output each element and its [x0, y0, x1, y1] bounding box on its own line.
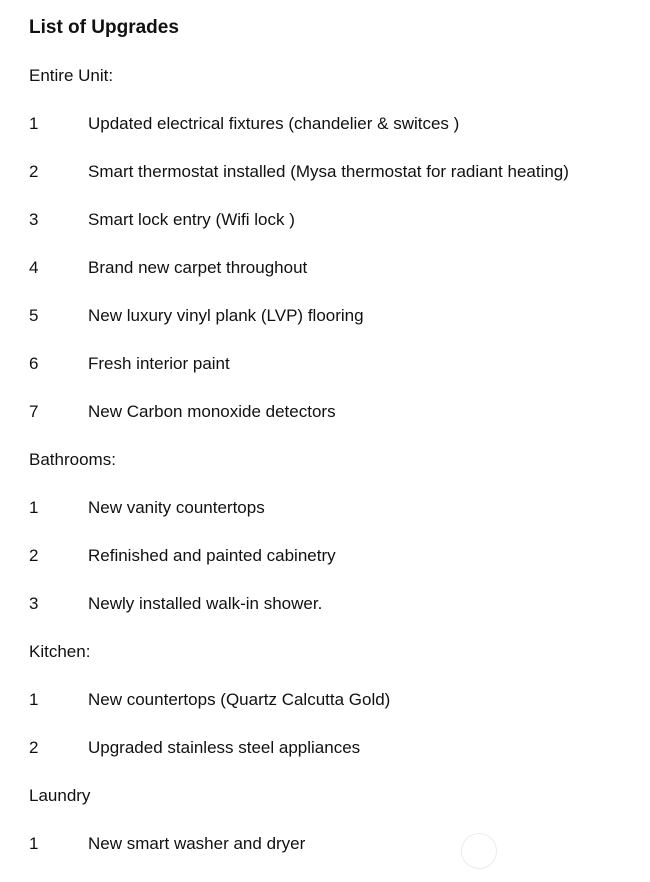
- circle-outline-icon: [461, 833, 497, 869]
- list-item: [29, 542, 640, 570]
- item-text: Newly installed walk-in shower.: [88, 594, 323, 613]
- item-number: 1: [29, 498, 39, 517]
- item-number: 3: [29, 594, 39, 613]
- item-number: 2: [29, 162, 39, 181]
- item-text: Brand new carpet throughout: [88, 258, 308, 277]
- list-item: [29, 206, 640, 234]
- section-heading-entire-unit: Entire Unit:: [29, 66, 114, 85]
- item-text: Upgraded stainless steel appliances: [88, 738, 361, 757]
- item-number: 1: [29, 834, 39, 853]
- page-title: List of Upgrades: [29, 17, 179, 38]
- list-item: [29, 110, 640, 138]
- item-number: 6: [29, 354, 39, 373]
- item-text: Updated electrical fixtures (chandelier & switces ): [88, 114, 460, 133]
- list-item: [29, 398, 640, 426]
- item-text: New Carbon monoxide detectors: [88, 402, 336, 421]
- item-number: 2: [29, 738, 39, 757]
- item-text: Refinished and painted cabinetry: [88, 546, 336, 565]
- list-item: [29, 302, 640, 330]
- item-text: New luxury vinyl plank (LVP) flooring: [88, 306, 364, 325]
- item-number: 4: [29, 258, 39, 277]
- item-text: New smart washer and dryer: [88, 834, 306, 853]
- list-item: [29, 734, 640, 762]
- list-item: [29, 590, 640, 618]
- item-text: Smart lock entry (Wifi lock ): [88, 210, 295, 229]
- list-item: [29, 830, 640, 858]
- list-item: [29, 494, 640, 522]
- item-text: Smart thermostat installed (Mysa thermostat for radiant heating): [88, 162, 569, 181]
- list-item: [29, 254, 640, 282]
- list-item: [29, 686, 640, 714]
- item-number: 1: [29, 690, 39, 709]
- section-heading-kitchen: Kitchen:: [29, 642, 91, 661]
- item-number: 7: [29, 402, 39, 421]
- section-heading-bathrooms: Bathrooms:: [29, 450, 116, 469]
- item-number: 1: [29, 114, 39, 133]
- item-number: 5: [29, 306, 39, 325]
- item-text: New vanity countertops: [88, 498, 265, 517]
- list-item: [29, 350, 640, 378]
- item-number: 3: [29, 210, 39, 229]
- list-item: [29, 158, 640, 186]
- item-text: New countertops (Quartz Calcutta Gold): [88, 690, 391, 709]
- document: [29, 14, 640, 878]
- section-heading-laundry: Laundry: [29, 786, 91, 805]
- item-number: 2: [29, 546, 39, 565]
- item-text: Fresh interior paint: [88, 354, 230, 373]
